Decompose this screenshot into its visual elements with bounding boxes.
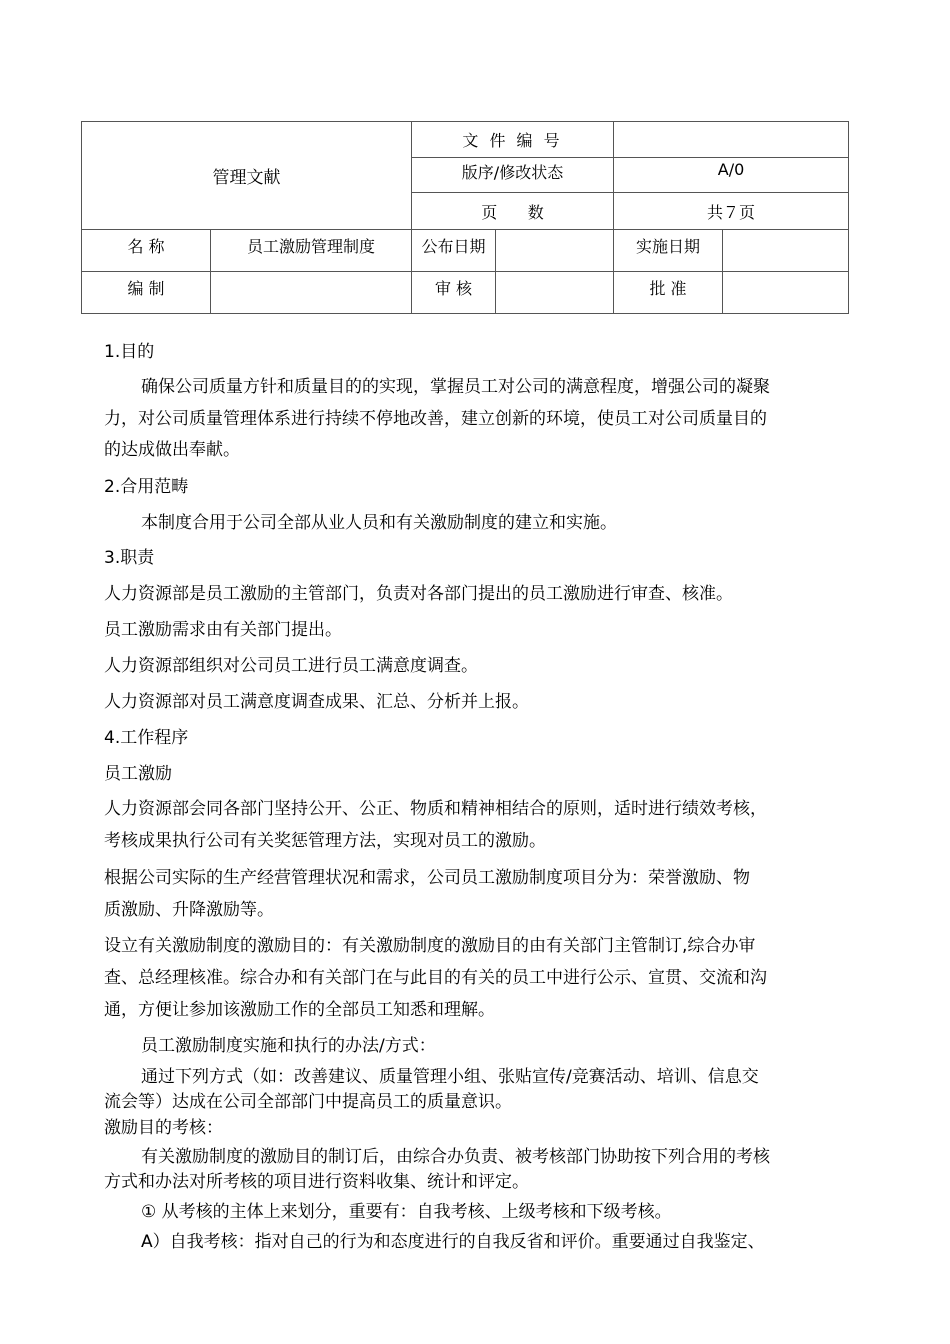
s4-paragraph-line: A）自我考核：指对自己的行为和态度进行的自我反省和评价。重要通过自我鉴定、 bbox=[141, 1232, 765, 1252]
s4-paragraph-line: ① 从考核的主体上来划分，重要有：自我考核、上级考核和下级考核。 bbox=[141, 1202, 672, 1222]
s3-line: 人力资源部是员工激励的主管部门，负责对各部门提出的员工激励进行审查、核准。 bbox=[104, 584, 733, 604]
s4-paragraph-line: 员工激励制度实施和执行的办法/方式： bbox=[141, 1036, 436, 1056]
s4-subtitle: 员工激励 bbox=[104, 764, 172, 784]
name-value: 员工激励管理制度 bbox=[211, 230, 412, 272]
s3-line: 员工激励需求由有关部门提出。 bbox=[104, 620, 342, 640]
s1-paragraph-line: 的达成做出奉献。 bbox=[104, 440, 240, 460]
s4-paragraph-line: 考核成果执行公司有关奖惩管理方法，实现对员工的激励。 bbox=[104, 831, 546, 851]
section-3-title: 3.职责 bbox=[104, 548, 155, 568]
publish-date-label: 公布日期 bbox=[412, 230, 496, 272]
compile-label: 编 制 bbox=[82, 272, 211, 314]
publish-date-value bbox=[496, 230, 614, 272]
section-1-title: 1.目的 bbox=[104, 342, 155, 362]
s4-paragraph-line: 流会等）达成在公司全部部门中提高员工的质量意识。 bbox=[104, 1092, 512, 1112]
s3-line: 人力资源部组织对公司员工进行员工满意度调查。 bbox=[104, 656, 478, 676]
section-4-title: 4.工作程序 bbox=[104, 728, 189, 748]
s4-paragraph-line: 通，方便让参加该激励工作的全部员工知悉和理解。 bbox=[104, 1000, 495, 1020]
s4-paragraph-line: 设立有关激励制度的激励目的：有关激励制度的激励目的由有关部门主管制订,综合办审 bbox=[104, 936, 756, 956]
version-value: A/0 bbox=[614, 158, 849, 193]
s4-paragraph-line: 有关激励制度的激励目的制订后，由综合办负责、被考核部门协助按下列合用的考核 bbox=[141, 1147, 770, 1167]
s1-paragraph-line: 力，对公司质量管理体系进行持续不停地改善，建立创新的环境，使员工对公司质量目的 bbox=[104, 409, 767, 429]
s4-paragraph-line: 查、总经理核准。综合办和有关部门在与此目的有关的员工中进行公示、宣贯、交流和沟 bbox=[104, 968, 767, 988]
approve-label: 批 准 bbox=[614, 272, 723, 314]
s4-paragraph-line: 人力资源部会同各部门坚持公开、公正、物质和精神相结合的原则，适时进行绩效考核， bbox=[104, 799, 767, 819]
s1-paragraph-line: 确保公司质量方针和质量目的的实现，掌握员工对公司的满意程度，增强公司的凝聚 bbox=[141, 377, 770, 397]
s4-paragraph-line: 激励目的考核： bbox=[104, 1118, 223, 1138]
section-2-title: 2.合用范畴 bbox=[104, 477, 189, 497]
version-label: 版序/修改状态 bbox=[412, 158, 614, 193]
pages-label: 页 数 bbox=[412, 193, 614, 230]
compile-value bbox=[211, 272, 412, 314]
effective-date-label: 实施日期 bbox=[614, 230, 723, 272]
review-value bbox=[496, 272, 614, 314]
s4-paragraph-line: 根据公司实际的生产经营管理状况和需求，公司员工激励制度项目分为：荣誉激励、物 bbox=[104, 868, 750, 888]
header-table bbox=[81, 121, 849, 314]
org-name-cell: 管理文献 bbox=[82, 122, 412, 230]
s4-paragraph-line: 通过下列方式（如：改善建议、质量管理小组、张贴宣传/竞赛活动、培训、信息交 bbox=[141, 1067, 759, 1087]
pages-value: 共７页 bbox=[614, 193, 849, 230]
s4-paragraph-line: 质激励、升降激励等。 bbox=[104, 900, 274, 920]
s4-paragraph-line: 方式和办法对所考核的项目进行资料收集、统计和评定。 bbox=[104, 1172, 529, 1192]
s3-line: 人力资源部对员工满意度调查成果、汇总、分析并上报。 bbox=[104, 692, 529, 712]
s2-paragraph: 本制度合用于公司全部从业人员和有关激励制度的建立和实施。 bbox=[141, 513, 617, 533]
review-label: 审 核 bbox=[412, 272, 496, 314]
name-label: 名 称 bbox=[82, 230, 211, 272]
doc-no-value bbox=[614, 122, 849, 158]
effective-date-value bbox=[723, 230, 849, 272]
approve-value bbox=[723, 272, 849, 314]
doc-no-label: 文 件 编 号 bbox=[412, 122, 614, 158]
